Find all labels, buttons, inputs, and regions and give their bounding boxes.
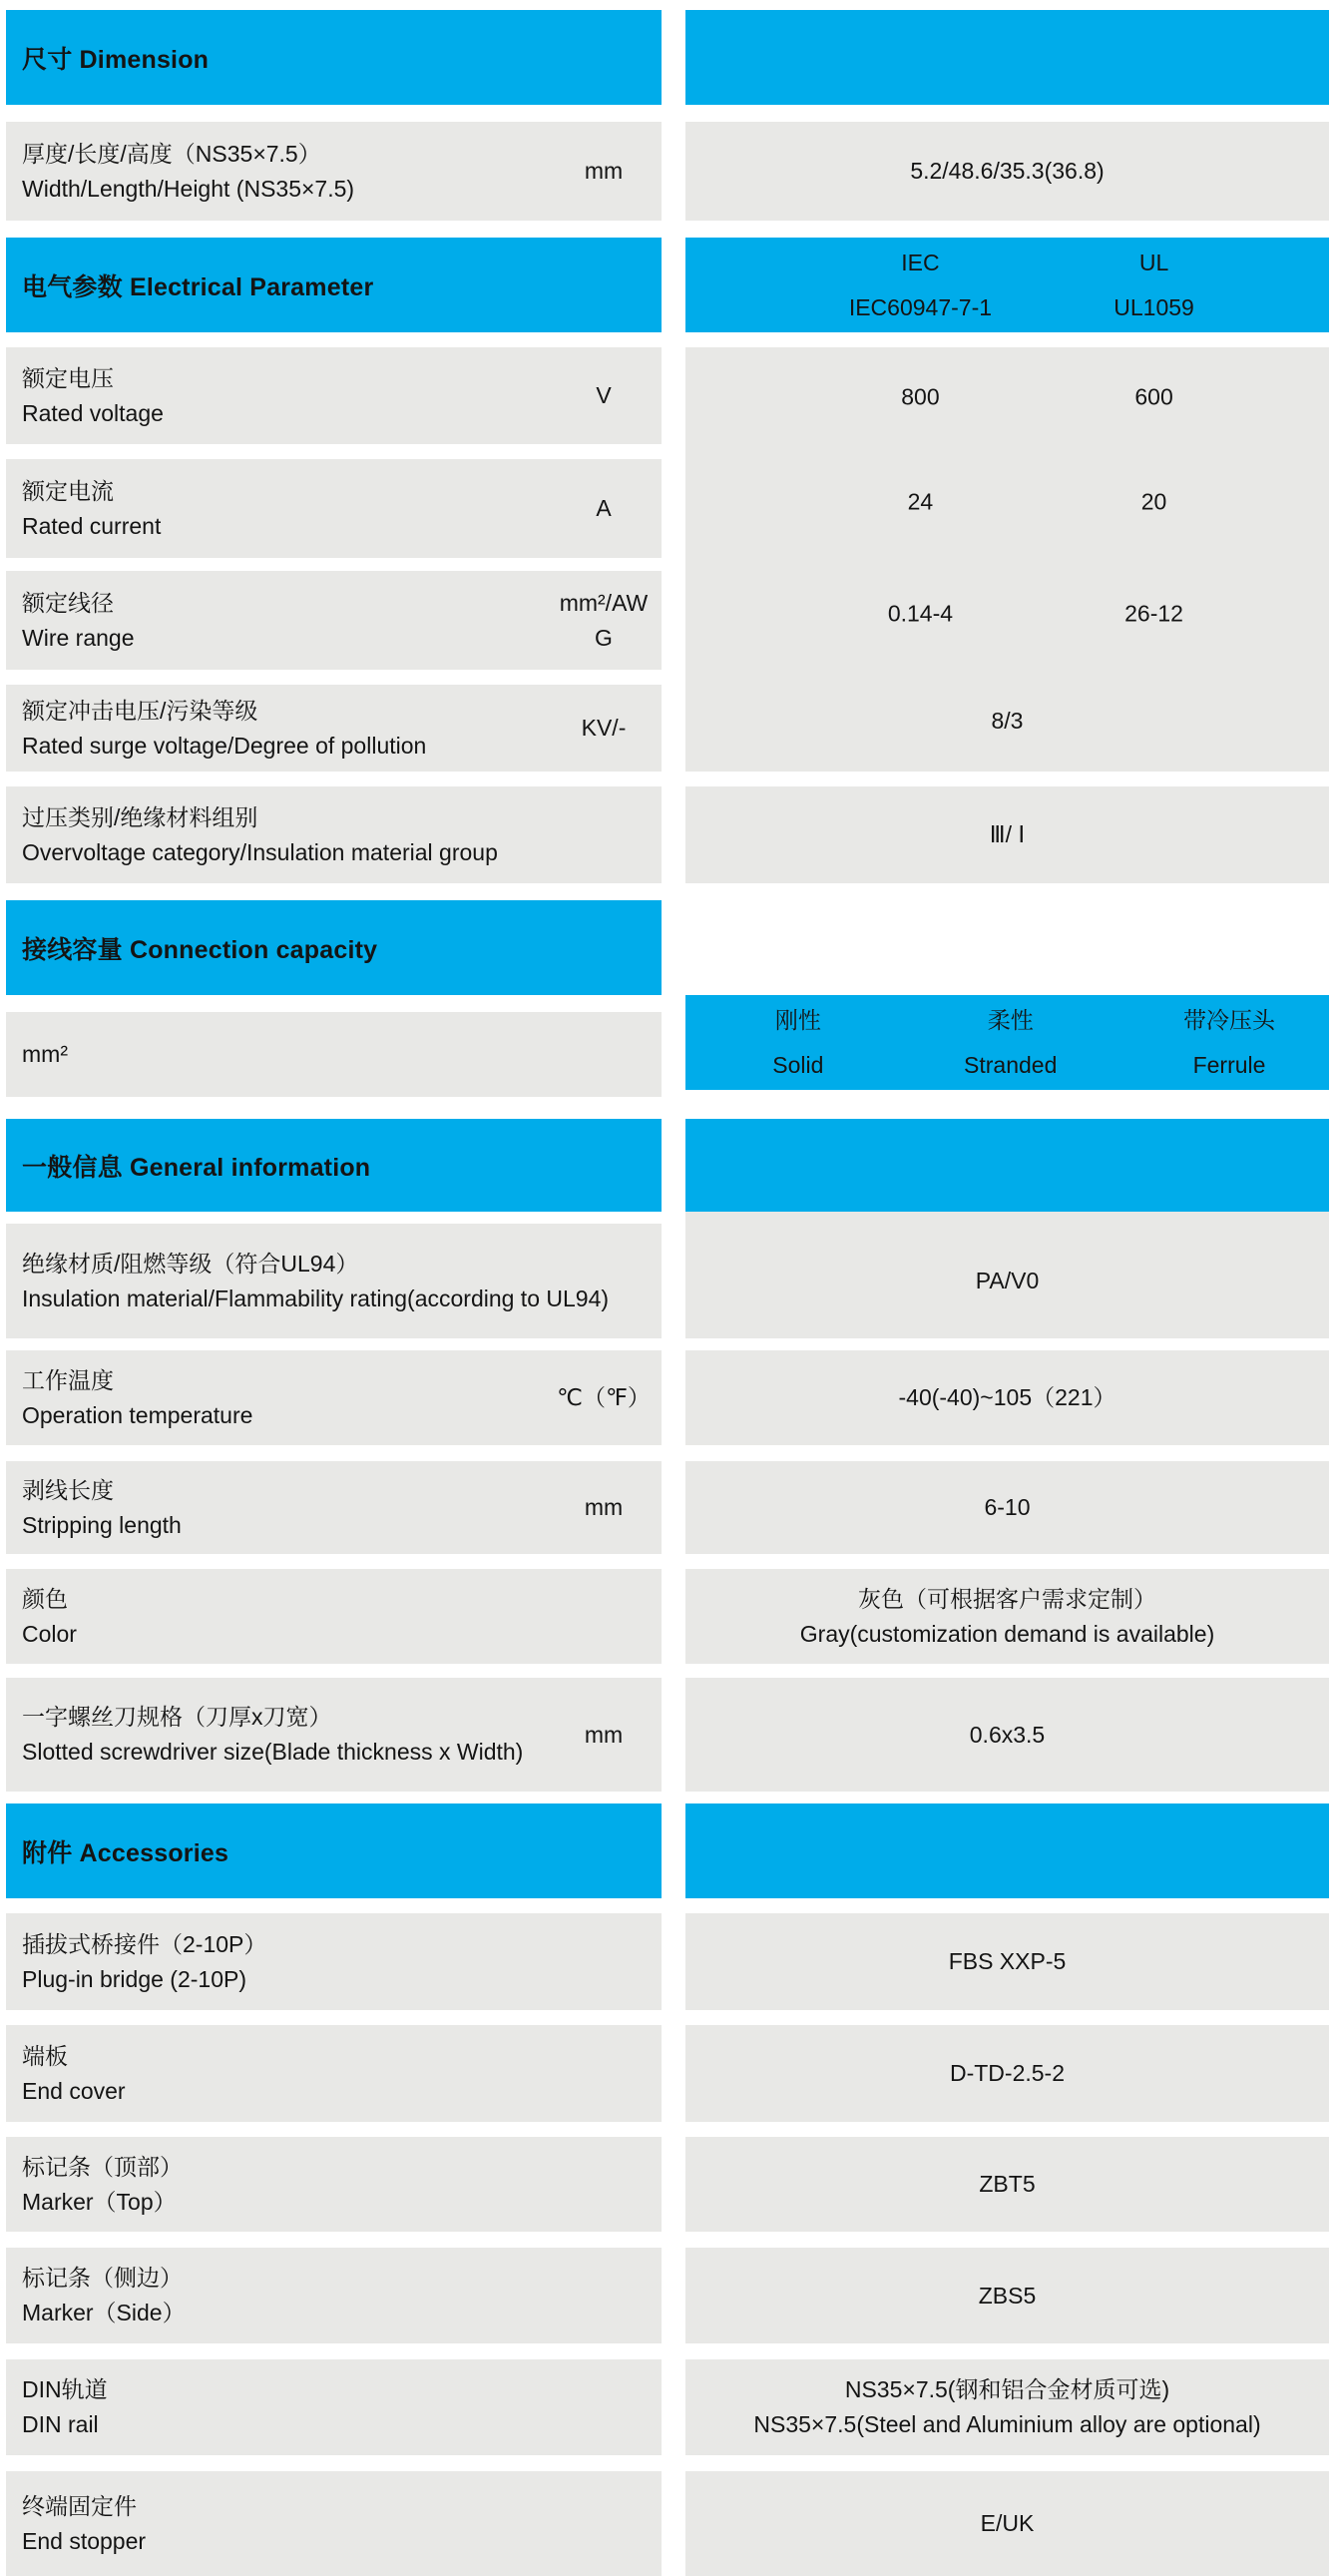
value-row-rated-voltage	[685, 347, 1329, 447]
value-color-en: Gray(customization demand is available)	[799, 1620, 1215, 1647]
section-header-accessories	[6, 1803, 662, 1898]
label-lines	[22, 2150, 662, 2220]
value-ul: 600	[1134, 383, 1173, 410]
section-title-accessories: 附件 Accessories	[22, 1838, 229, 1867]
label-zh: 一字螺丝刀规格（刀厚x刀宽）	[22, 1704, 332, 1730]
electrical-values-block	[685, 347, 1329, 772]
column-header-ferrule	[1183, 998, 1275, 1088]
label-zh: DIN轨道	[22, 2376, 108, 2402]
label-en: Insulation material/Flammability rating(according to UL94)	[22, 1285, 610, 1311]
value-color-zh: 灰色（可根据客户需求定制）	[858, 1585, 1156, 1612]
section-header-accessories-spacer	[685, 1803, 1329, 1898]
row-label-dimension	[6, 122, 662, 221]
section-title-general: 一般信息 General information	[22, 1153, 371, 1182]
label-en: End stopper	[22, 2527, 147, 2554]
label-lines	[22, 1363, 552, 1433]
label-lines	[22, 1582, 662, 1652]
label-lines	[22, 2489, 662, 2559]
value-bridge: FBS XXP-5	[685, 1913, 1329, 2010]
label-en: Color	[22, 1620, 77, 1647]
column-standard-iec: IEC60947-7-1	[848, 293, 993, 320]
row-label-marker-top	[6, 2137, 662, 2232]
row-label-stripping	[6, 1461, 662, 1554]
section-header-electrical	[6, 238, 662, 332]
row-label-endcover	[6, 2025, 662, 2122]
label-zh: 厚度/长度/高度（NS35×7.5）	[22, 140, 321, 167]
value-overvoltage: Ⅲ/ Ⅰ	[685, 786, 1329, 883]
label-lines	[22, 1247, 662, 1316]
label-lines	[22, 1473, 552, 1543]
value-surge-voltage: 8/3	[991, 707, 1024, 734]
label-en: Rated current	[22, 512, 162, 539]
row-label-screwdriver	[6, 1678, 662, 1792]
value-end-stopper: E/UK	[685, 2471, 1329, 2576]
value-row-wire-range	[685, 557, 1329, 670]
value-row-rated-current	[685, 447, 1329, 558]
label-en: Marker（Side）	[22, 2300, 186, 2325]
label-en: Width/Length/Height (NS35×7.5)	[22, 175, 355, 202]
label-zh: 插拔式桥接件（2-10P）	[22, 1930, 267, 1957]
section-header-capacity	[6, 900, 662, 995]
label-en: End cover	[22, 2077, 126, 2104]
column-zh-stranded: 柔性	[987, 1006, 1034, 1033]
unit-cell: mm	[584, 1721, 624, 1748]
section-title-dimension: 尺寸 Dimension	[22, 45, 210, 74]
value-screwdriver: 0.6x3.5	[685, 1678, 1329, 1792]
row-label-rated-current	[6, 459, 662, 558]
value-insulation: PA/V0	[685, 1224, 1329, 1338]
column-en-solid: Solid	[772, 1051, 824, 1078]
column-name-iec: IEC	[901, 249, 940, 275]
row-label-capacity-mm2	[6, 1012, 662, 1097]
label-zh: 额定冲击电压/污染等级	[22, 697, 258, 724]
label-lines	[22, 1700, 552, 1770]
value-din-zh: NS35×7.5(钢和铝合金材质可选)	[844, 2376, 1170, 2402]
value-temperature: -40(-40)~105（221）	[685, 1350, 1329, 1445]
row-label-insulation	[6, 1224, 662, 1338]
label-lines	[22, 2261, 662, 2330]
label-lines	[22, 1037, 662, 1072]
label-lines	[22, 474, 552, 544]
column-header-ul	[1113, 241, 1194, 330]
label-en: Plug-in bridge (2-10P)	[22, 1965, 247, 1992]
label-zh: 终端固定件	[22, 2492, 137, 2519]
column-header-stranded	[964, 998, 1057, 1088]
unit-cell: ℃（℉）	[557, 1384, 651, 1410]
unit-cell: mm	[584, 1494, 624, 1520]
column-header-solid	[772, 998, 823, 1088]
value-marker-top: ZBT5	[685, 2137, 1329, 2232]
row-label-end-stopper	[6, 2471, 662, 2576]
row-label-surge-voltage	[6, 685, 662, 772]
label-zh: 绝缘材质/阻燃等级（符合UL94）	[22, 1250, 359, 1277]
section-header-dimension	[6, 10, 662, 105]
column-header-iec	[849, 241, 992, 330]
column-standard-ul: UL1059	[1113, 293, 1194, 320]
label-lines	[22, 2372, 662, 2442]
label-zh: 剥线长度	[22, 1476, 114, 1503]
value-iec: 800	[901, 383, 940, 410]
label-lines	[22, 1927, 662, 1997]
label-zh: 端板	[22, 2042, 68, 2069]
label-zh: 标记条（侧边）	[22, 2265, 183, 2291]
label-unit-mm2: mm²	[22, 1041, 68, 1067]
label-lines	[22, 586, 552, 656]
label-en: Slotted screwdriver size(Blade thickness x Width)	[22, 1739, 524, 1765]
value-stripping: 6-10	[685, 1461, 1329, 1554]
value-din-rail	[685, 2359, 1329, 2455]
row-label-rated-voltage	[6, 347, 662, 444]
label-en: Stripping length	[22, 1511, 182, 1538]
row-label-marker-side	[6, 2248, 662, 2343]
value-dimension: 5.2/48.6/35.3(36.8)	[685, 122, 1329, 221]
unit-cell: mm²/AWG	[559, 589, 649, 651]
label-en: Rated surge voltage/Degree of pollution	[22, 732, 427, 759]
row-label-bridge	[6, 1913, 662, 2010]
section-header-general	[6, 1119, 662, 1212]
label-en: Overvoltage category/Insulation material group	[22, 838, 498, 865]
value-ul: 20	[1140, 488, 1167, 515]
row-label-color	[6, 1569, 662, 1664]
column-zh-ferrule: 带冷压头	[1183, 1006, 1276, 1033]
label-en: Rated voltage	[22, 399, 164, 426]
label-zh: 额定电压	[22, 364, 114, 391]
row-label-wire-range	[6, 571, 662, 670]
value-endcover: D-TD-2.5-2	[685, 2025, 1329, 2122]
label-en: DIN rail	[22, 2411, 99, 2437]
value-color	[685, 1569, 1329, 1664]
electrical-column-headers	[685, 238, 1329, 332]
section-title-electrical: 电气参数 Electrical Parameter	[22, 272, 374, 301]
label-en: Operation temperature	[22, 1401, 253, 1428]
label-lines	[22, 694, 552, 764]
label-en: Marker（Top）	[22, 2188, 177, 2215]
value-marker-side: ZBS5	[685, 2248, 1329, 2343]
column-zh-solid: 刚性	[774, 1006, 821, 1033]
section-header-general-spacer	[685, 1119, 1329, 1212]
unit-cell: A	[596, 495, 612, 521]
value-din-en: NS35×7.5(Steel and Aluminium alloy are optional)	[753, 2411, 1261, 2437]
column-en-ferrule: Ferrule	[1192, 1051, 1266, 1078]
label-en: Wire range	[22, 624, 135, 651]
column-en-stranded: Stranded	[964, 1051, 1058, 1078]
value-ul: 26-12	[1124, 600, 1183, 627]
label-zh: 标记条（顶部）	[22, 2153, 183, 2180]
column-name-ul: UL	[1138, 249, 1169, 275]
label-zh: 额定电流	[22, 477, 114, 504]
label-zh: 工作温度	[22, 1366, 114, 1393]
unit-cell: KV/-	[581, 715, 627, 741]
label-zh: 颜色	[22, 1585, 68, 1612]
label-zh: 额定线径	[22, 589, 114, 616]
section-header-dimension-spacer	[685, 10, 1329, 105]
value-iec: 24	[907, 488, 934, 515]
row-label-temperature	[6, 1350, 662, 1445]
row-label-overvoltage	[6, 786, 662, 883]
unit-cell: V	[596, 382, 612, 408]
section-title-capacity: 接线容量 Connection capacity	[22, 935, 378, 964]
label-lines	[22, 2039, 662, 2109]
label-lines	[22, 137, 552, 207]
label-lines	[22, 361, 552, 431]
value-iec: 0.14-4	[887, 600, 954, 627]
capacity-column-headers	[685, 995, 1329, 1090]
row-label-din-rail	[6, 2359, 662, 2455]
label-lines	[22, 800, 662, 870]
label-zh: 过压类别/绝缘材料组别	[22, 803, 258, 830]
unit-cell: mm	[584, 158, 624, 184]
